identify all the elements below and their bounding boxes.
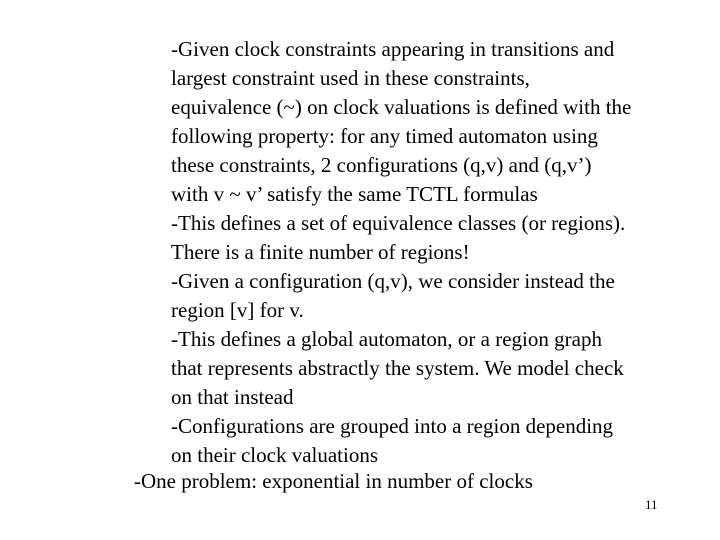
text-line: -This defines a global automaton, or a region graph bbox=[171, 327, 602, 351]
text-line: with v ~ v’ satisfy the same TCTL formulas bbox=[171, 182, 538, 206]
text-line: that represents abstractly the system. We model check bbox=[171, 356, 624, 380]
text-line: -Configurations are grouped into a region depending bbox=[171, 414, 614, 438]
text-line: -This defines a set of equivalence classes (or regions). bbox=[171, 211, 626, 235]
text-line: There is a finite number of regions! bbox=[171, 240, 470, 264]
text-line: -Given a configuration (q,v), we consider instead the bbox=[171, 269, 615, 293]
text-line: region [v] for v. bbox=[171, 298, 304, 322]
text-line: -Given clock constraints appearing in transitions and bbox=[171, 37, 615, 61]
text-line: equivalence (~) on clock valuations is defined with the bbox=[171, 95, 632, 119]
slide-body-text bbox=[171, 35, 711, 470]
page-number: 11 bbox=[645, 497, 658, 512]
text-line: these constraints, 2 configurations (q,v) and (q,v’) bbox=[171, 153, 592, 177]
slide-last-line: -One problem: exponential in number of clocks bbox=[134, 469, 533, 493]
text-line: on that instead bbox=[171, 385, 294, 409]
text-line: largest constraint used in these constraints, bbox=[171, 66, 530, 90]
text-line: on their clock valuations bbox=[171, 443, 379, 467]
text-line: following property: for any timed automaton using bbox=[171, 124, 598, 148]
